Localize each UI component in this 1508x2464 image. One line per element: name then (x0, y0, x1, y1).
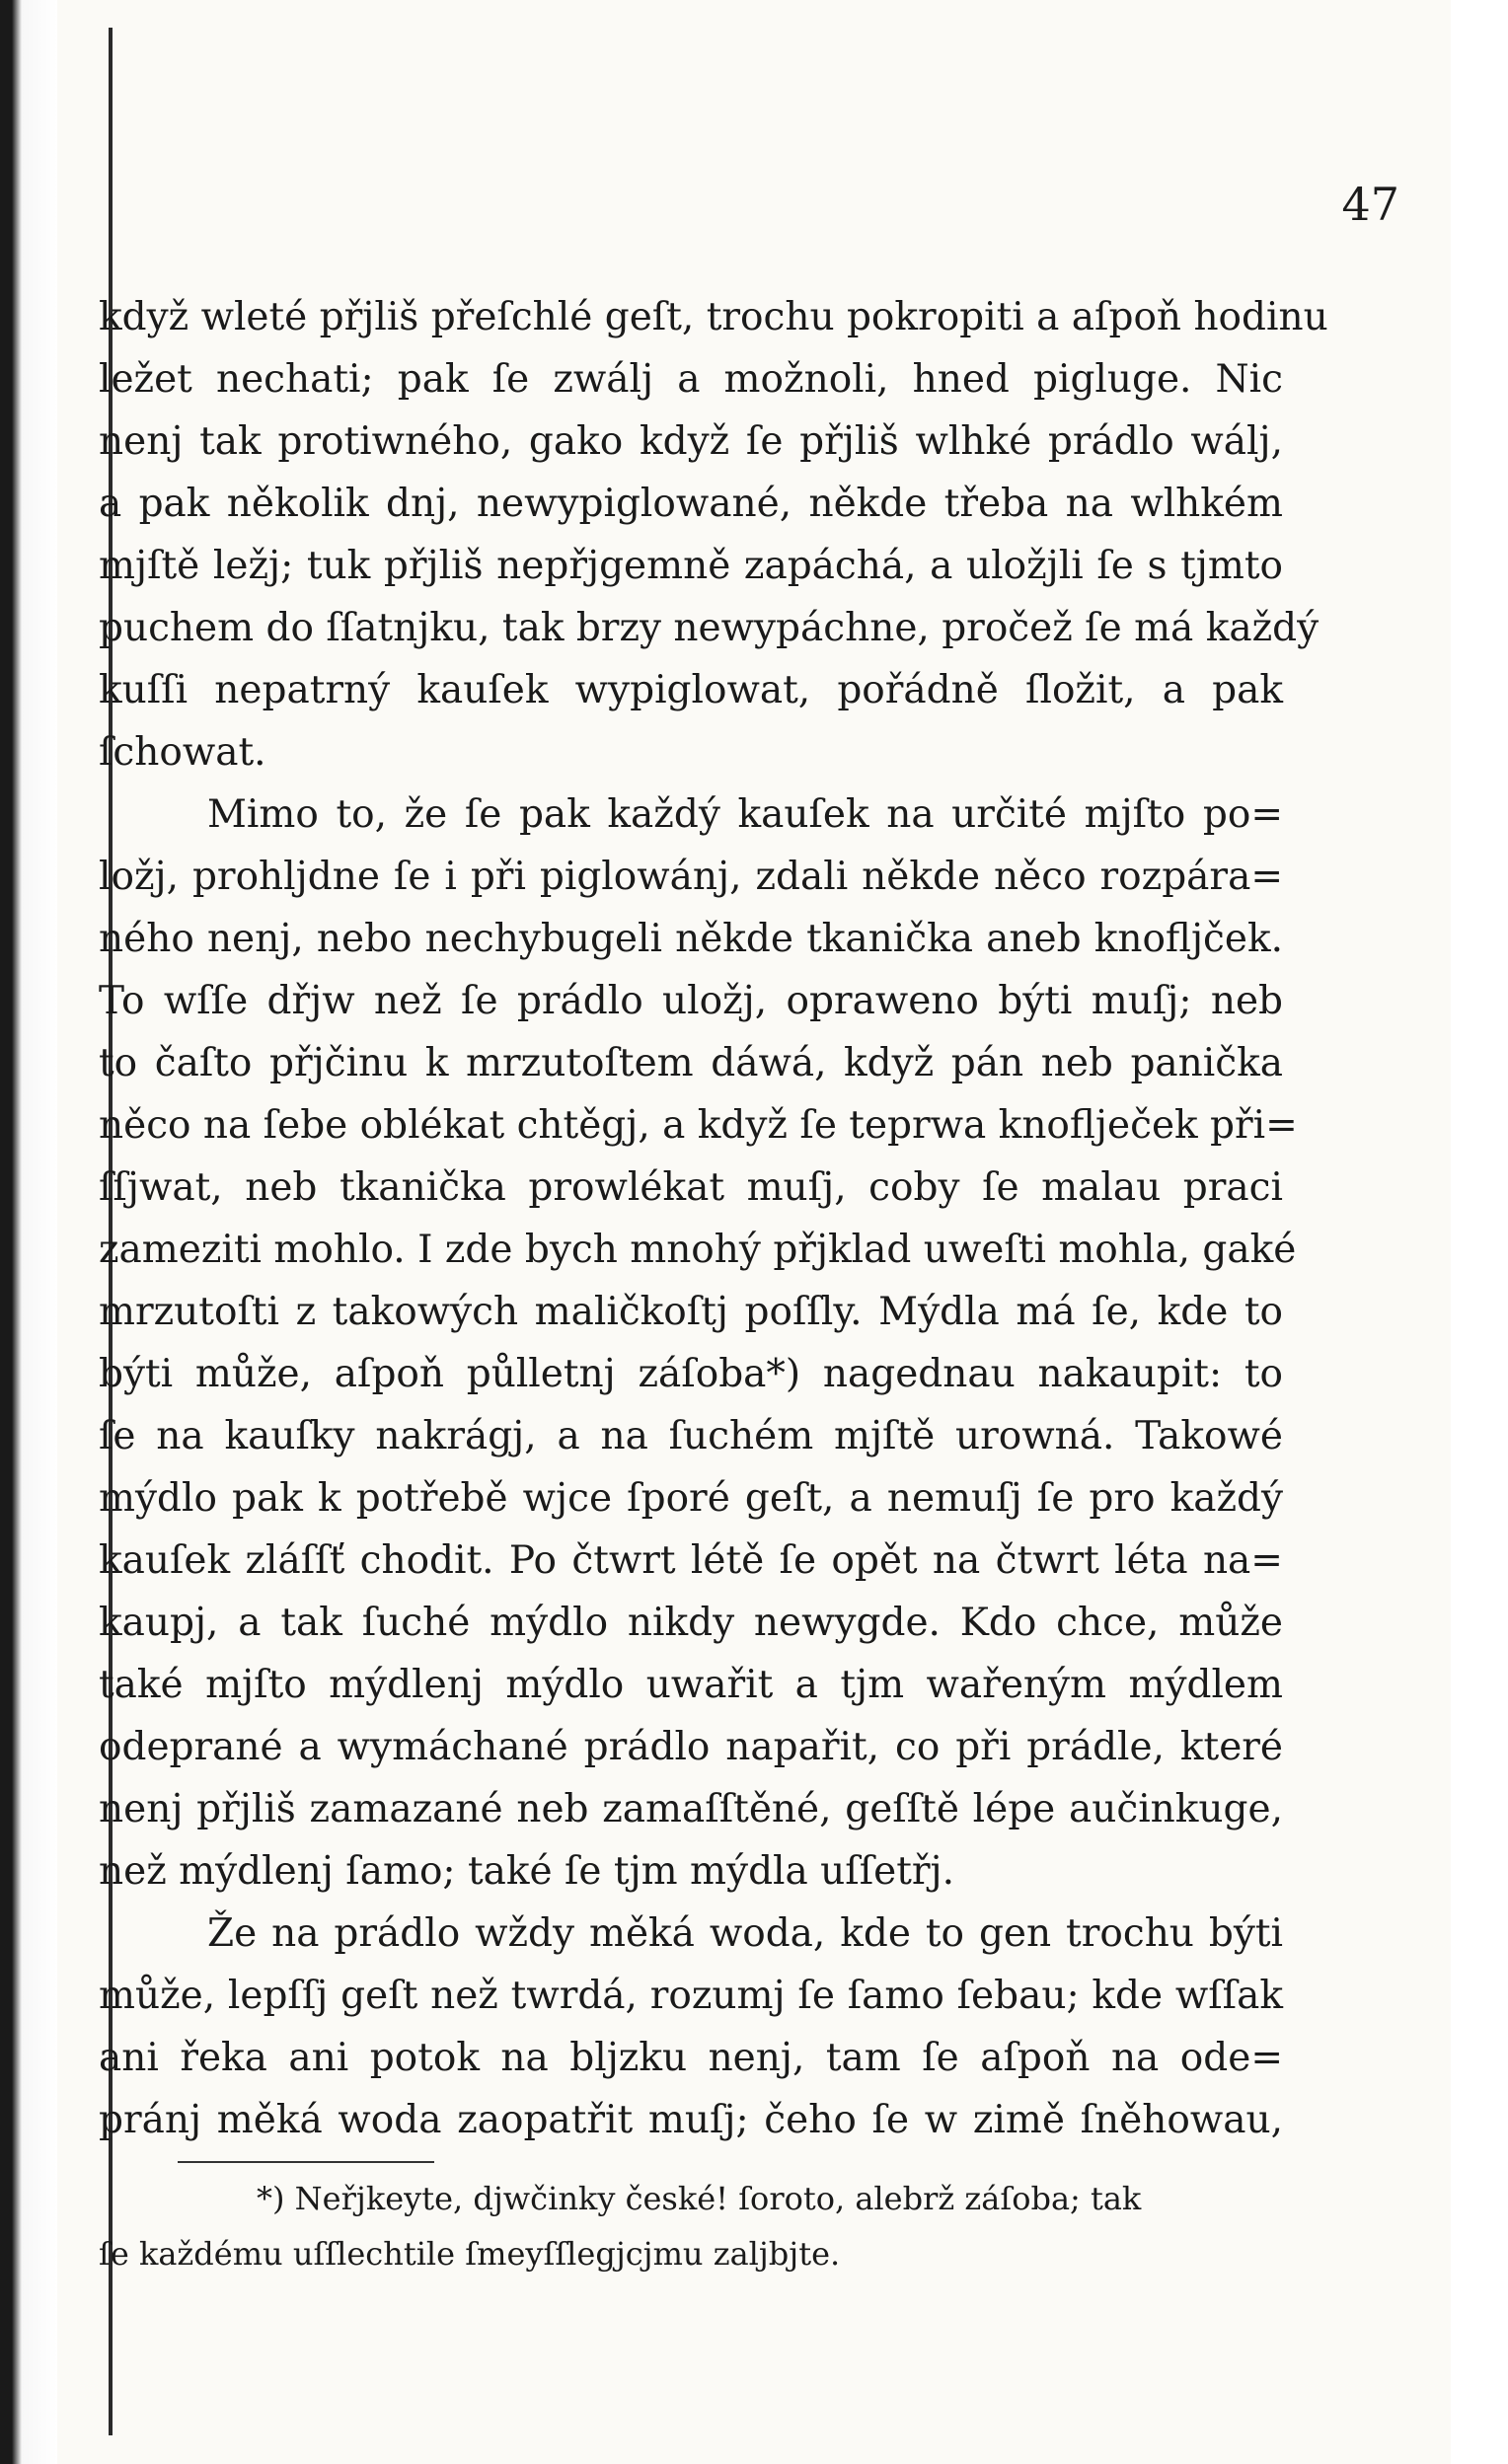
text-line: kauſek zláſſť chodit. Po čtwrt létě ſe opět na čtwrt léta na= (99, 1538, 1283, 1583)
text-line: odeprané a wymáchané prádlo napařit, co při prádle, které (99, 1725, 1283, 1769)
page-number: 47 (1341, 178, 1399, 231)
text-line: nenj tak protiwného, gako když ſe přjliš wlhké prádlo wálj, (99, 419, 1283, 464)
text-line: mýdlo pak k potřebě wjce ſporé geſt, a nemuſj ſe pro každý (99, 1476, 1283, 1521)
text-line: ležet nechati; pak ſe zwálj a možnoli, hned pigluge. Nic (99, 357, 1283, 402)
text-line: mrzutoſti z takowých maličkoſtj poſſly. Mýdla má ſe, kde to (99, 1290, 1283, 1334)
text-line: To wſſe dřjw než ſe prádlo uložj, opraweno býti muſj; neb (99, 979, 1283, 1023)
text-line: a pak několik dnj, newypiglowané, někde třeba na wlhkém (99, 482, 1283, 526)
text-line: nenj přjliš zamazané neb zamaſſtěné, geſſtě lépe aučinkuge, (99, 1787, 1283, 1831)
text-line: pránj měká woda zaopatřit muſj; čeho ſe w zimě ſněhowau, (99, 2098, 1283, 2142)
text-line: Mimo to, že ſe pak každý kauſek na určité mjſto po= (207, 792, 1283, 837)
text-line: ſe na kauſky nakrágj, a na ſuchém mjſtě urowná. Takowé (99, 1414, 1283, 1458)
text-line: může, lepſſj geſt než twrdá, rozumj ſe ſamo ſebau; kde wſſak (99, 1974, 1283, 2018)
text-line: Že na prádlo wždy měká woda, kde to gen trochu býti (207, 1911, 1283, 1956)
text-line: něco na ſebe oblékat chtěgj, a když ſe teprwa knoflječek při= (99, 1103, 1298, 1148)
body-text (99, 286, 1328, 2151)
footnote (99, 2171, 1283, 2281)
text-line: ſchowat. (99, 730, 266, 775)
text-line: zameziti mohlo. I zde bych mnohý přjklad uweſti mohla, gaké (99, 1228, 1297, 1272)
footnote-divider (178, 2161, 434, 2163)
text-line: když wleté přjliš přeſchlé geſt, trochu pokropiti a aſpoň hodinu (99, 295, 1328, 339)
text-line: puchem do ſſatnjku, tak brzy newypáchne, pročež ſe má každý (99, 606, 1320, 650)
text-line: mjſtě ležj; tuk přjliš nepřjgemně zapáchá, a uložjli ſe s tjmto (99, 544, 1283, 588)
scan-edge (0, 0, 57, 2464)
text-line: býti může, aſpoň půlletnj záſoba*) nagednau nakaupit: to (99, 1352, 1283, 1396)
paragraph-1 (99, 286, 1328, 784)
footnote-line: *) Neřjkeyte, djwčinky české! ſoroto, alebrž záſoba; tak (257, 2180, 1142, 2217)
text-line: než mýdlenj ſamo; také ſe tjm mýdla uſſetřj. (99, 1849, 955, 1894)
text-line: kuſſi nepatrný kauſek wypiglowat, pořádně ſložit, a pak (99, 668, 1283, 712)
text-line: ného nenj, nebo nechybugeli někde tkanička aneb knofljček. (99, 917, 1283, 961)
footnote-line: ſe každému uſſlechtile ſmeyſſlegjcjmu zaljbjte. (99, 2235, 841, 2273)
text-line: ani řeka ani potok na bljzku nenj, tam ſe aſpoň na ode= (99, 2036, 1283, 2080)
paragraph-2 (99, 784, 1298, 1903)
text-line: ložj, prohljdne ſe i při piglowánj, zdali někde něco rozpára= (99, 855, 1283, 899)
text-line: také mjſto mýdlenj mýdlo uwařit a tjm wařeným mýdlem (99, 1663, 1283, 1707)
text-line: ſſjwat, neb tkanička prowlékat muſj, coby ſe malau praci (99, 1165, 1283, 1210)
text-line: to čaſto přjčinu k mrzutoſtem dáwá, když pán neb panička (99, 1041, 1283, 1085)
text-line: kaupj, a tak ſuché mýdlo nikdy newygde. Kdo chce, může (99, 1601, 1283, 1645)
paragraph-3 (99, 1903, 1283, 2151)
